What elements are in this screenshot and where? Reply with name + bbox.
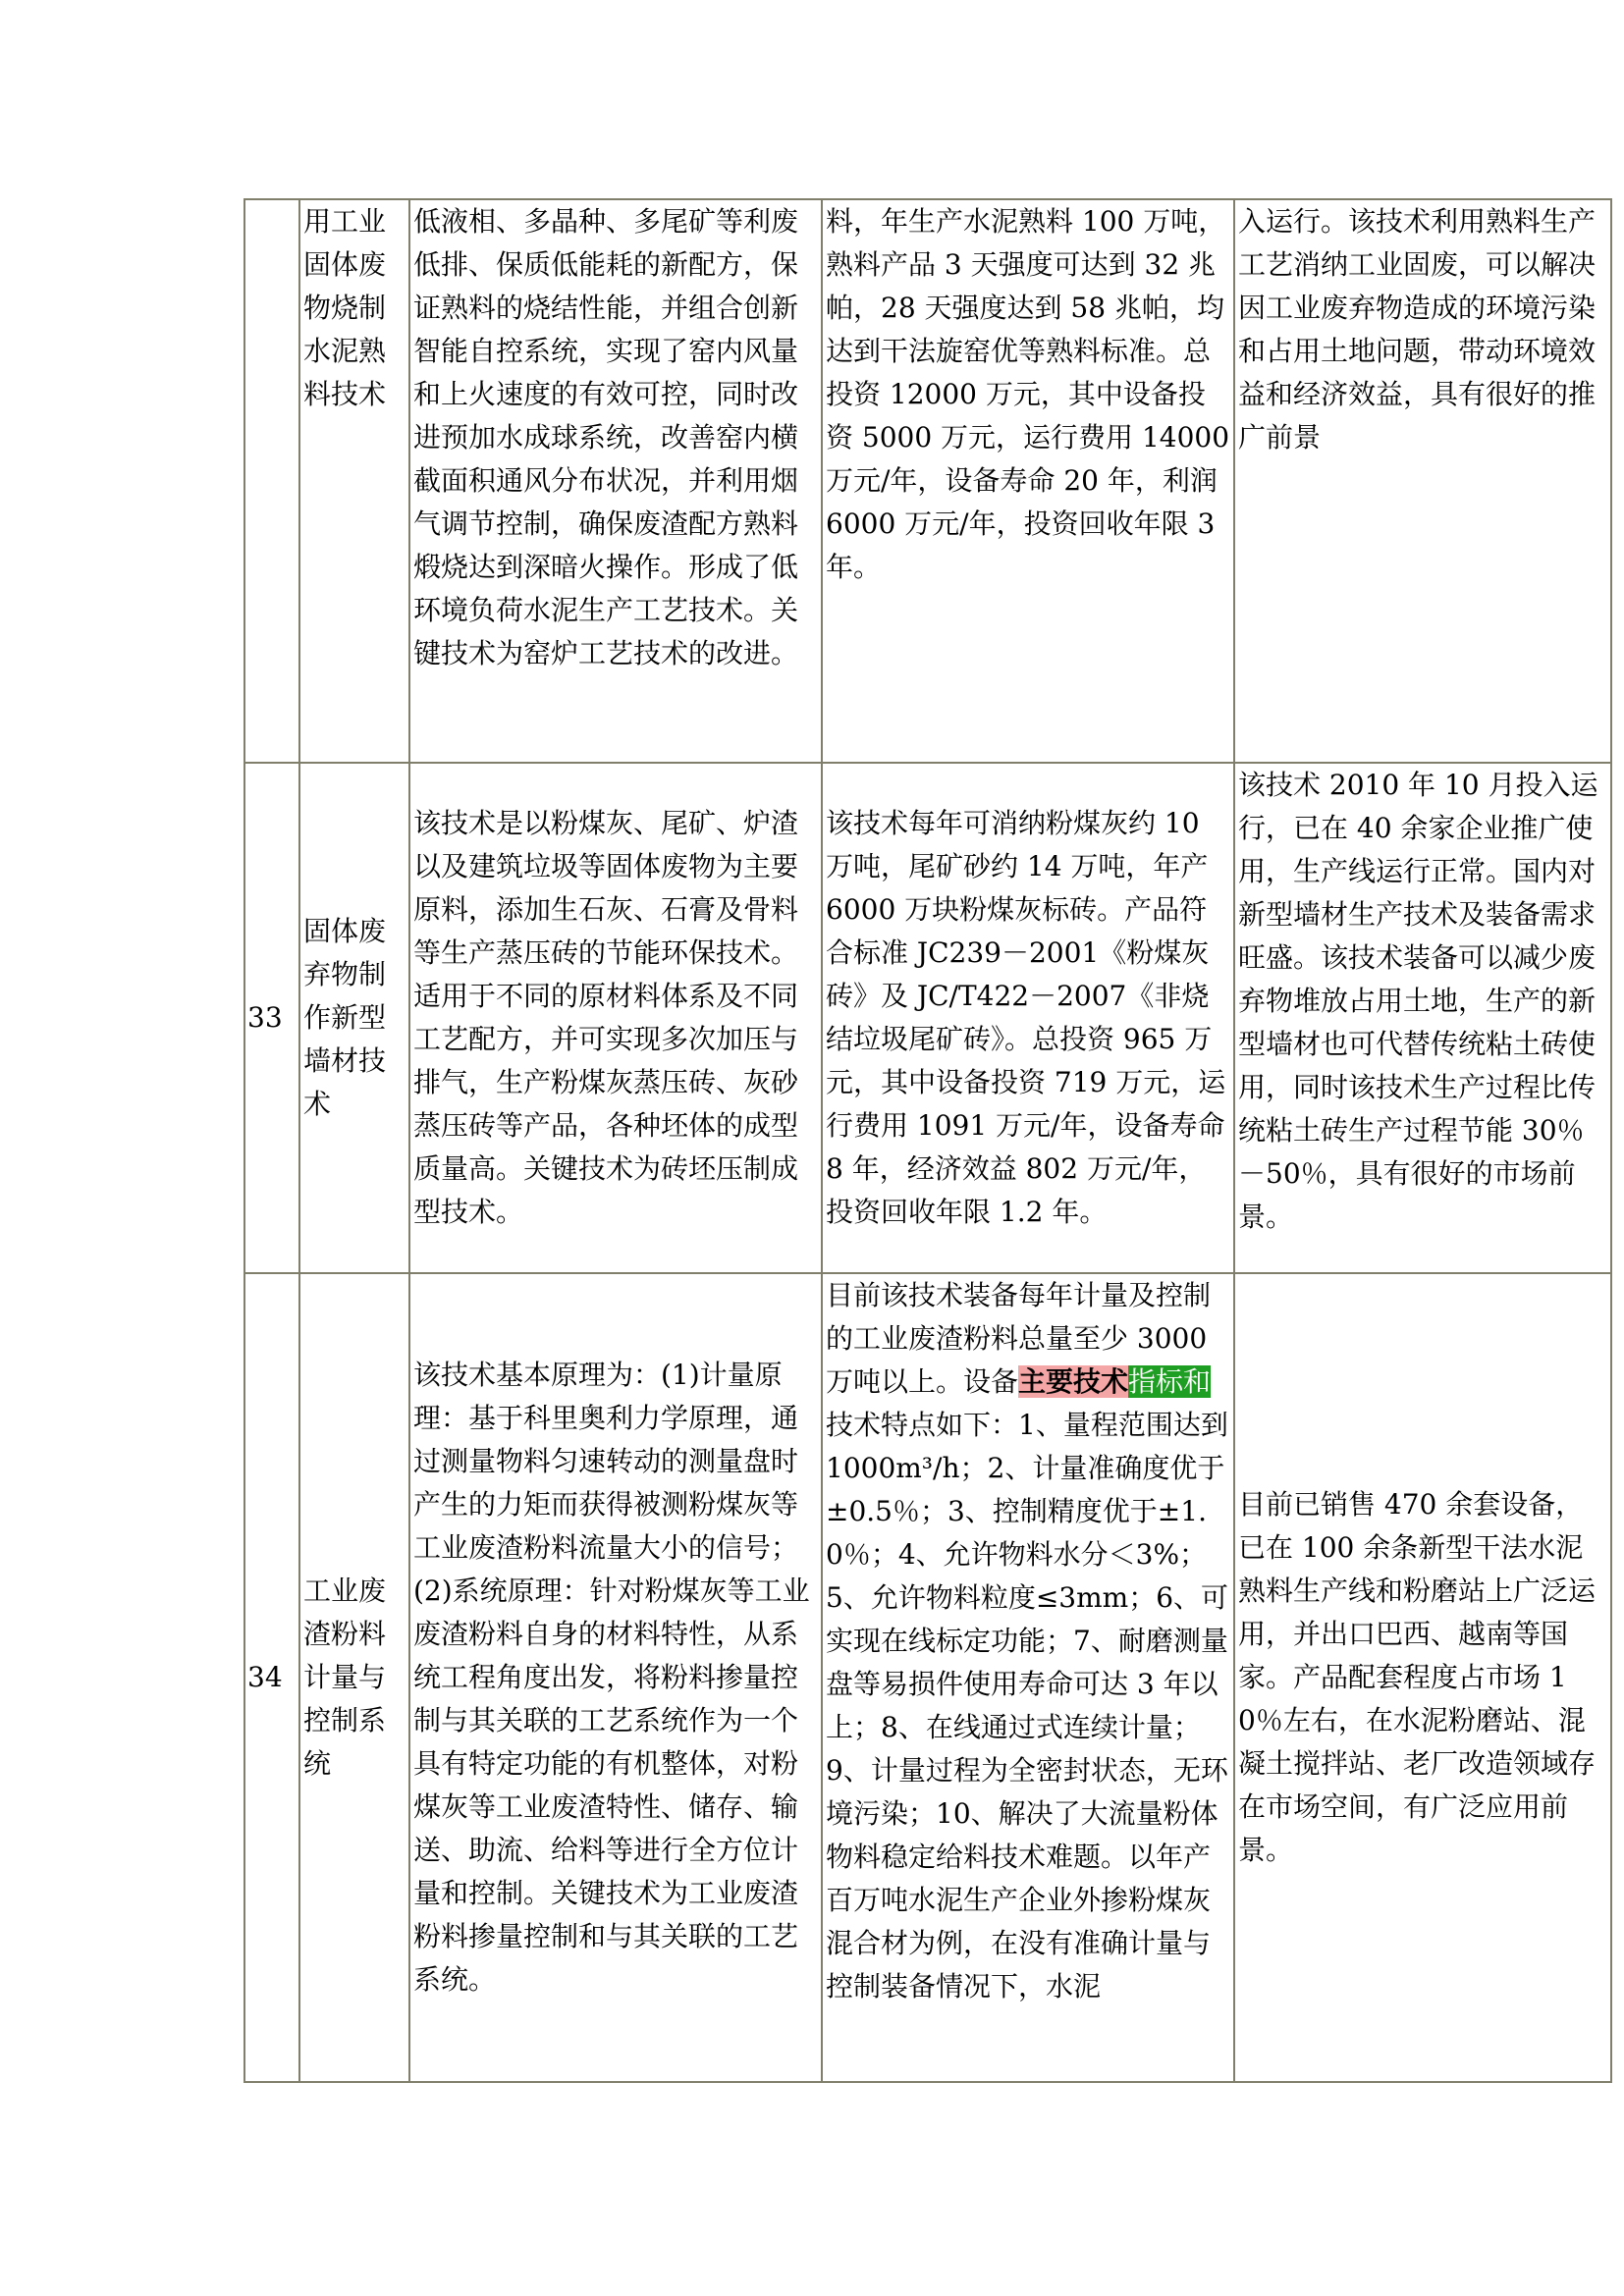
principle-cell: 低液相、多晶种、多尾矿等利废低排、保质低能耗的新配方，保证熟料的烧结性能，并组合创新智能自控系统，实现了窑内风量和上火速度的有效可控，同时改进预加水成球系统，改善窑内横截面积通风分布状况，并利用烟气调节控制，确保废渣配方熟料煅烧达到深暗火操作。形成了低环境负荷水泥生产工艺技术。关键技术为窑炉工艺技术的改进。	[409, 199, 822, 763]
effect-cell	[822, 1273, 1234, 2082]
highlight-red-text: 主要	[1018, 1365, 1074, 1398]
technology-name-cell: 固体废弃物制作新型墙材技术	[299, 763, 409, 1273]
table-row	[244, 199, 1611, 763]
effect-text-before: 目前该技术装备每年计量及控制的工业废渣粉料总量至少 3000 万吨以上。设备	[826, 1279, 1212, 1398]
prospect-cell: 目前已销售 470 余套设备，已在 100 余条新型干法水泥熟料生产线和粉磨站上广泛运用，并出口巴西、越南等国家。产品配套程度占市场 10％左右，在水泥粉磨站、混凝土搅拌站、老厂改造领域存在市场空间，有广泛应用前景。	[1234, 1273, 1611, 2082]
highlight-red-text: 技术	[1073, 1365, 1129, 1398]
highlight-green-text: 指标和	[1128, 1365, 1212, 1398]
table-row	[244, 1273, 1611, 2082]
row-number-cell: 33	[244, 763, 299, 1273]
principle-cell: 该技术基本原理为：(1)计量原理：基于科里奥利力学原理，通过测量物料匀速转动的测量盘时产生的力矩而获得被测粉煤灰等工业废渣粉料流量大小的信号；(2)系统原理：针对粉煤灰等工业废渣粉料自身的材料特性，从系统工程角度出发，将粉料掺量控制与其关联的工艺系统作为一个具有特定功能的有机整体，对粉煤灰等工业废渣特性、储存、输送、助流、给料等进行全方位计量和控制。关键技术为工业废渣粉料掺量控制和与其关联的工艺系统。	[409, 1273, 822, 2082]
effect-text-after: 技术特点如下：1、量程范围达到 1000m³/h；2、计量准确度优于±0.5％；3、控制精度优于±1.0％；4、允许物料水分＜3%；5、允许物料粒度≤3mm；6、可实现在线标定功能；7、耐磨测量盘等易损件使用寿命可达 3 年以上；8、在线通过式连续计量；9、计量过程为全密封状态，无环境污染；10、解决了大流量粉体物料稳定给料技术难题。以年产百万吨水泥生产企业外掺粉煤灰混合材为例，在没有准确计量与控制装备情况下，水泥	[826, 1409, 1229, 2002]
technology-name-cell: 用工业固体废物烧制水泥熟料技术	[299, 199, 409, 763]
prospect-cell: 该技术 2010 年 10 月投入运行，已在 40 余家企业推广使用，生产线运行正常。国内对新型墙材生产技术及装备需求旺盛。该技术装备可以减少废弃物堆放占用土地，生产的新型墙材也可代替传统粘土砖使用，同时该技术生产过程比传统粘土砖生产过程节能 30％－50％，具有很好的市场前景。	[1234, 763, 1611, 1273]
table-row	[244, 763, 1611, 1273]
prospect-cell: 入运行。该技术利用熟料生产工艺消纳工业固废，可以解决因工业废弃物造成的环境污染和占用土地问题，带动环境效益和经济效益，具有很好的推广前景	[1234, 199, 1611, 763]
effect-cell: 该技术每年可消纳粉煤灰约 10 万吨，尾矿砂约 14 万吨，年产 6000 万块粉煤灰标砖。产品符合标准 JC239－2001《粉煤灰砖》及 JC/T422－2007《非烧结垃圾尾矿砖》。总投资 965 万元，其中设备投资 719 万元，运行费用 1091 万元/年，设备寿命 8 年，经济效益 802 万元/年，投资回收年限 1.2 年。	[822, 763, 1234, 1273]
technology-name-cell: 工业废渣粉料计量与控制系统	[299, 1273, 409, 2082]
technology-table	[244, 198, 1612, 2083]
effect-cell: 料，年生产水泥熟料 100 万吨，熟料产品 3 天强度可达到 32 兆帕，28 天强度达到 58 兆帕，均达到干法旋窑优等熟料标准。总投资 12000 万元，其中设备投资 5000 万元，运行费用 14000 万元/年，设备寿命 20 年，利润 6000 万元/年，投资回收年限 3 年。	[822, 199, 1234, 763]
row-number-cell: 34	[244, 1273, 299, 2082]
row-number-cell	[244, 199, 299, 763]
principle-cell: 该技术是以粉煤灰、尾矿、炉渣以及建筑垃圾等固体废物为主要原料，添加生石灰、石膏及骨料等生产蒸压砖的节能环保技术。适用于不同的原材料体系及不同工艺配方，并可实现多次加压与排气，生产粉煤灰蒸压砖、灰砂蒸压砖等产品，各种坯体的成型质量高。关键技术为砖坯压制成型技术。	[409, 763, 822, 1273]
